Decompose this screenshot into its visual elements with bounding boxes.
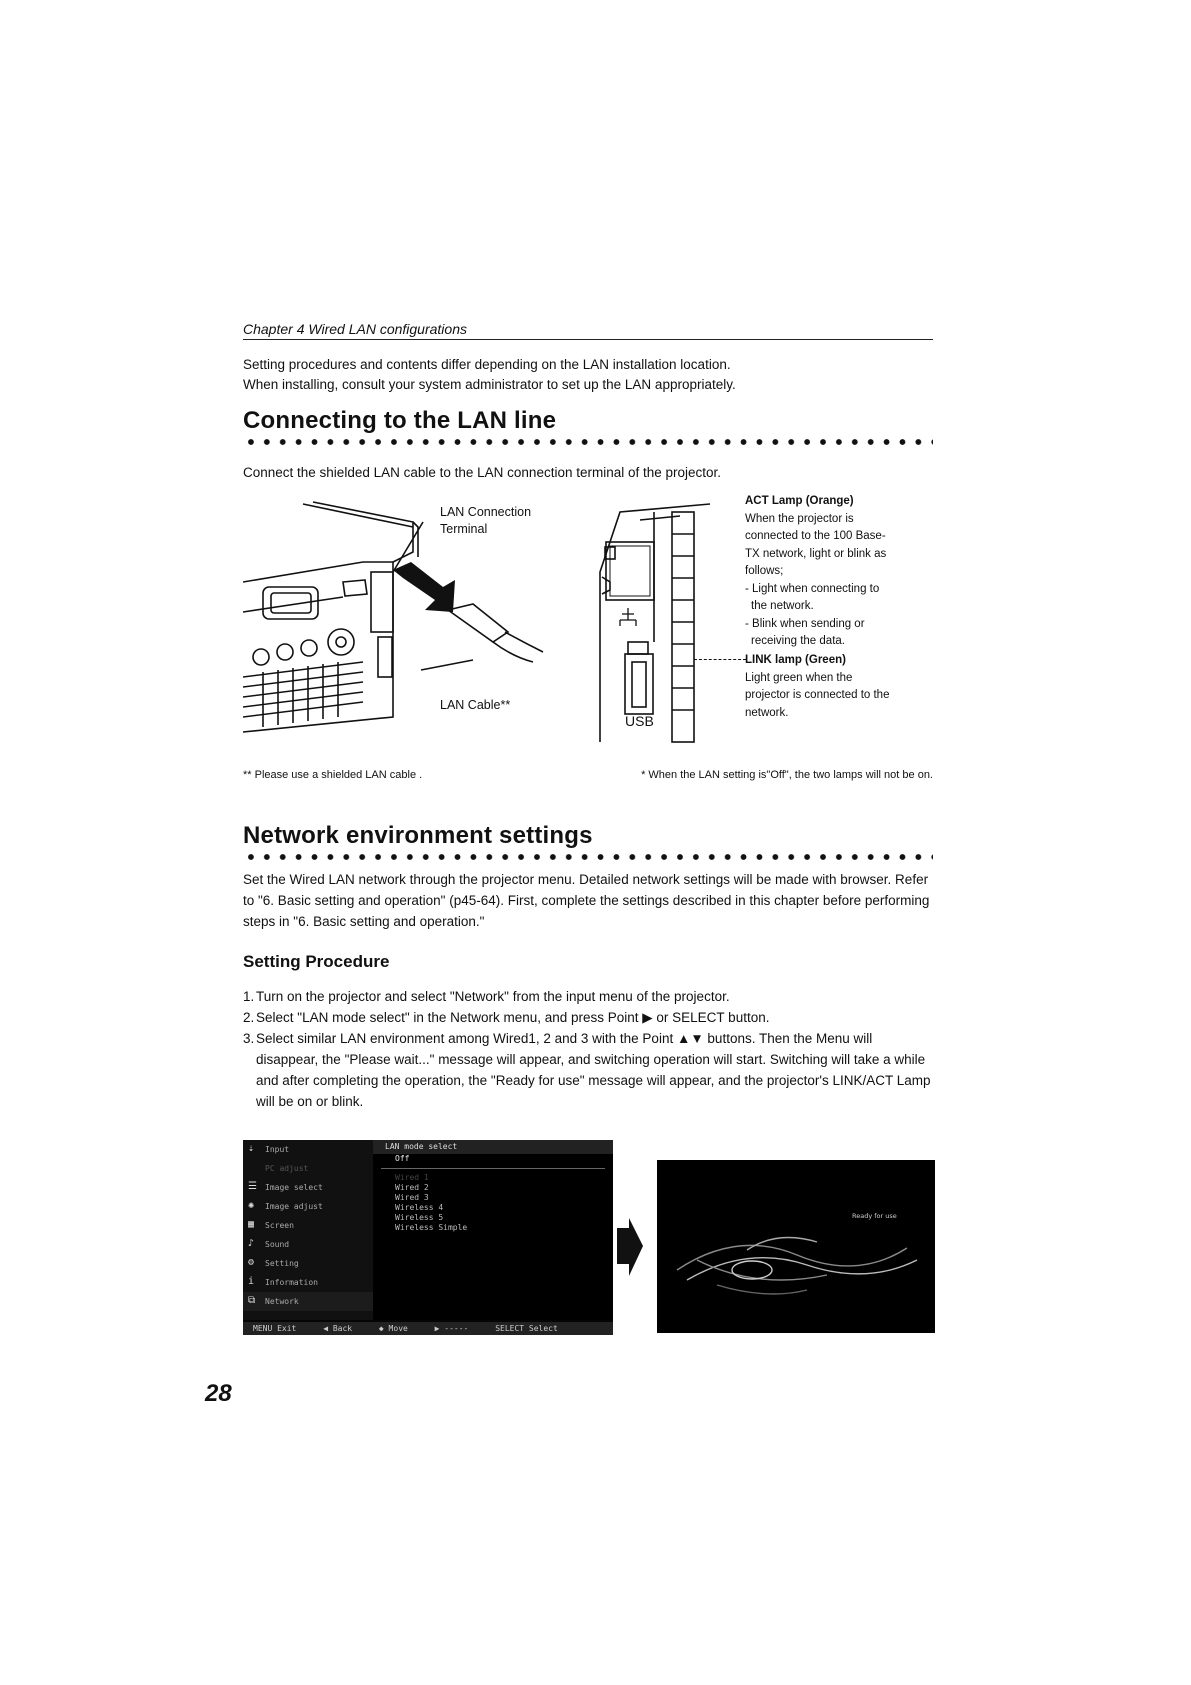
link-lamp-info (745, 652, 935, 722)
dotted-divider (243, 438, 933, 446)
section-network (243, 822, 933, 861)
screen-icon: ▦ (248, 1219, 255, 1230)
menu-item-image-adjust[interactable]: ✺ Image adjust (248, 1200, 323, 1211)
section-title: Connecting to the LAN line (243, 407, 557, 434)
act-bullet: - Blink when sending or (745, 617, 865, 630)
usb-label: USB (625, 713, 654, 729)
projector-menu-screen (243, 1140, 613, 1335)
menu-exit-hint: MENU Exit (253, 1324, 297, 1333)
terminal-label-2: Terminal (440, 522, 488, 536)
menu-next-hint: ▶ ----- (434, 1324, 469, 1333)
lamp-note: * When the LAN setting is"Off", the two lamps will not be on. (641, 769, 933, 781)
intro-line: Setting procedures and contents differ depending on the LAN installation location. (243, 357, 731, 372)
lan-option-wireless-5[interactable]: Wireless 5 (395, 1213, 444, 1222)
menu-back-hint: ◀ Back (323, 1324, 353, 1333)
intro-line: When installing, consult your system administrator to set up the LAN appropriately. (243, 377, 736, 392)
menu-select-hint: SELECT Select (495, 1324, 558, 1333)
menu-bottom-bar (243, 1322, 613, 1335)
link-leader (694, 659, 746, 660)
lan-option-wireless-4[interactable]: Wireless 4 (395, 1203, 444, 1212)
image-adjust-icon: ✺ (248, 1200, 255, 1211)
link-line: Light green when the (745, 671, 853, 684)
image-select-icon: ☰ (248, 1181, 257, 1192)
menu-item-image-select[interactable]: ☰ Image select (248, 1181, 323, 1192)
step-item: 1. Turn on the projector and select "Network" from the input menu of the projector. (243, 989, 730, 1004)
lan-option-wireless-simple[interactable]: Wireless Simple (395, 1223, 468, 1232)
page-number: 28 (205, 1380, 232, 1407)
act-line: connected to the 100 Base- (745, 530, 886, 542)
terminal-label: LAN Connection (440, 505, 532, 519)
setting-procedure-heading: Setting Procedure (243, 952, 390, 971)
menu-item-sound[interactable]: ♪ Sound (248, 1238, 290, 1249)
header-rule (243, 339, 933, 340)
cable-note: ** Please use a shielded LAN cable . (243, 769, 423, 781)
menu-item-information[interactable]: i Information (248, 1276, 318, 1287)
act-lamp-info (745, 493, 935, 651)
section-title: Network environment settings (243, 822, 593, 849)
lan-port-figure (580, 492, 940, 747)
lan-option-wired-2[interactable]: Wired 2 (395, 1183, 429, 1192)
intro-text (243, 355, 933, 395)
link-lamp-title: LINK lamp (Green) (745, 654, 846, 666)
menu-item-screen[interactable]: ▦ Screen (248, 1219, 294, 1230)
section-text: Connect the shielded LAN cable to the LAN connection terminal of the projector. (243, 465, 722, 480)
menu-divider (381, 1168, 605, 1169)
menu-left-panel (243, 1140, 373, 1320)
ready-message: Ready for use (852, 1212, 897, 1220)
setting-icon: ⚙ (248, 1257, 255, 1268)
menu-item-pc-adjust[interactable]: PC adjust (243, 1159, 373, 1178)
menu-item-input[interactable]: ⇣ Input (248, 1143, 290, 1154)
chapter-header: Chapter 4 Wired LAN configurations (243, 321, 467, 337)
procedure-steps (243, 986, 933, 1112)
link-line: projector is connected to the (745, 689, 890, 701)
act-bullet: the network. (751, 600, 814, 612)
lan-port-illustration (580, 492, 710, 747)
act-lamp-title: ACT Lamp (Orange) (745, 495, 854, 507)
menu-item-setting[interactable]: ⚙ Setting (248, 1257, 299, 1268)
transition-arrow-icon (615, 1218, 645, 1283)
menu-panel-title: LAN mode select (373, 1140, 613, 1154)
information-icon: i (248, 1276, 255, 1287)
lan-option-wired-1[interactable]: Wired 1 (395, 1173, 429, 1182)
cable-label: LAN Cable** (440, 698, 511, 712)
ready-screen-graphic (657, 1160, 935, 1333)
menu-item-network[interactable]: ⧉ Network (243, 1292, 373, 1311)
ready-screen (657, 1160, 935, 1333)
input-icon: ⇣ (248, 1143, 255, 1154)
lan-option-wired-3[interactable]: Wired 3 (395, 1193, 429, 1202)
pc-adjust-icon (248, 1162, 260, 1174)
projector-rear-illustration (243, 492, 573, 747)
act-bullet: - Light when connecting to (745, 582, 880, 595)
menu-right-panel (373, 1140, 613, 1320)
act-bullet: receiving the data. (751, 635, 845, 647)
step-item: 3. Select similar LAN environment among Wired1, 2 and 3 with the Point ▲▼ buttons. Then the Menu will disappear, the "Please wait..." message will appear, and switching operation will start. Switching will take a while and after completing the operation, the "Ready for use" message will appear, and the projector's LINK/ACT Lamp will be on or blink. (243, 1031, 931, 1109)
section-connecting (243, 407, 933, 446)
act-line: When the projector is (745, 512, 854, 525)
link-line: network. (745, 706, 789, 719)
step-item: 2. Select "LAN mode select" in the Network menu, and press Point ▶ or SELECT button. (243, 1010, 770, 1025)
menu-move-hint: ◆ Move (378, 1324, 408, 1333)
act-line: follows; (745, 565, 784, 577)
dotted-divider (243, 853, 933, 861)
lan-option-off[interactable]: Off (395, 1154, 410, 1163)
act-line: TX network, light or blink as (745, 547, 887, 560)
sound-icon: ♪ (248, 1238, 255, 1249)
network-icon: ⧉ (248, 1295, 256, 1306)
section-paragraph: Set the Wired LAN network through the projector menu. Detailed network settings will be made with browser. Refer to "6. Basic setting and operation" (p45-64). First, complete the settings described in this chapter before performing steps in "6. Basic setting and operation." (243, 872, 930, 929)
projector-rear-figure (243, 492, 573, 747)
